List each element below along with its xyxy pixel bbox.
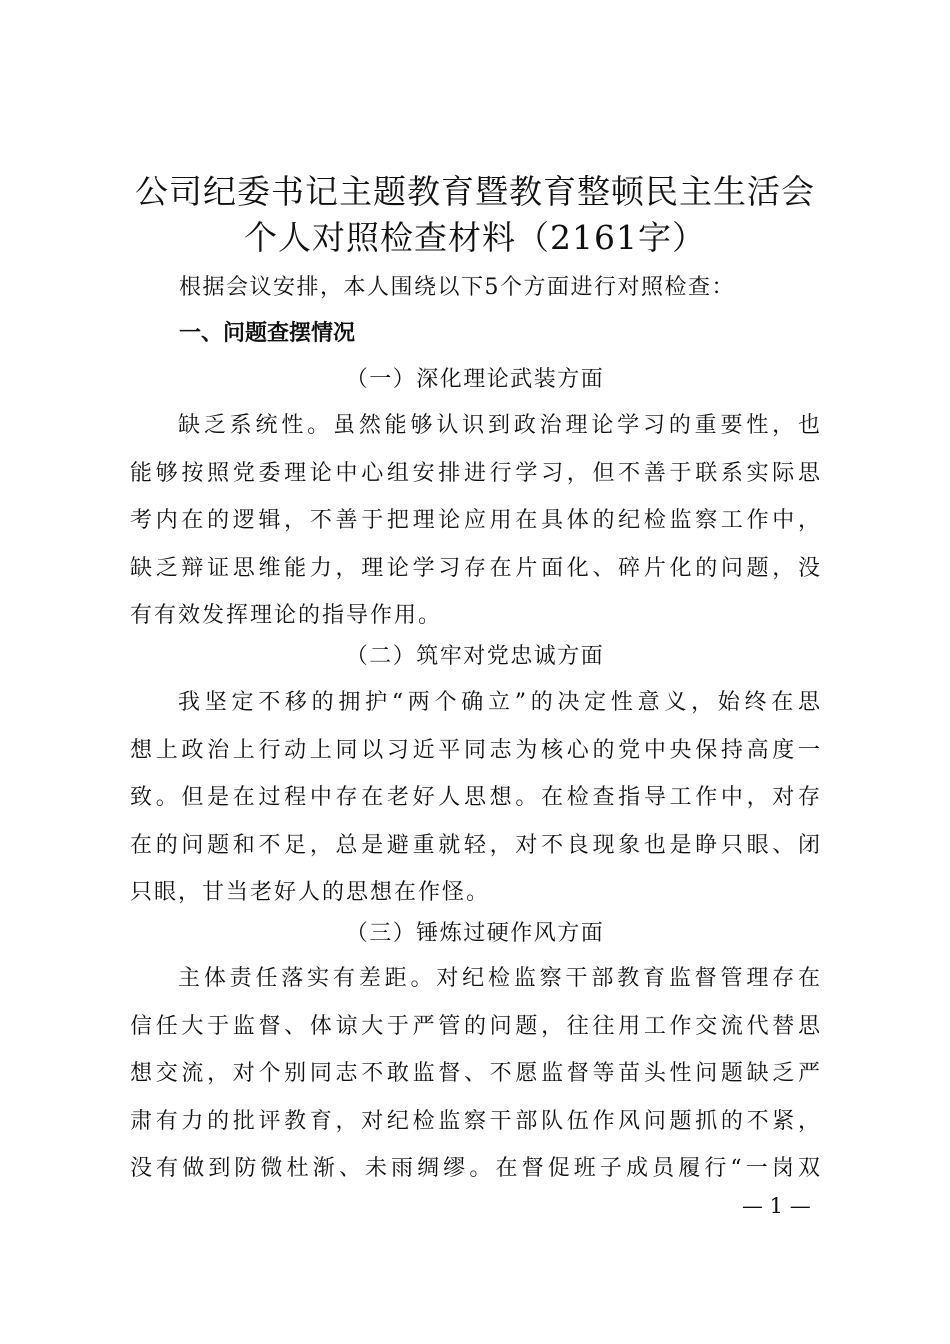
paragraph-line: 缺乏辩证思维能力，理论学习存在片面化、碎片化的问题，没 bbox=[130, 555, 820, 581]
page-number: — 1 — bbox=[742, 1194, 811, 1218]
paragraph-style bbox=[130, 963, 820, 1201]
paragraph-line: 肃有力的批评教育，对纪检监察干部队伍作风问题抓的不紧， bbox=[130, 1108, 820, 1134]
paragraph-line: 想交流，对个别同志不敢监督、不愿监督等苗头性问题缺乏严 bbox=[130, 1061, 820, 1086]
paragraph-line: 主体责任落实有差距。对纪检监察干部教育监督管理存在 bbox=[178, 966, 820, 991]
paragraph-line: 在的问题和不足，总是避重就轻，对不良现象也是睁只眼、闭 bbox=[130, 832, 820, 858]
section-heading-problems: 一、问题查摆情况 bbox=[179, 321, 356, 346]
subsection-heading-loyalty: （二）筑牢对党忠诚方面 bbox=[345, 644, 605, 669]
paragraph-line: 致。但是在过程中存在老好人思想。在检查指导工作中，对存 bbox=[130, 785, 820, 810]
intro-paragraph: 根据会议安排，本人围绕以下5个方面进行对照检查： bbox=[179, 275, 735, 300]
document-title-line-1: 公司纪委书记主题教育暨教育整顿民主生活会 bbox=[135, 172, 815, 211]
paragraph-theory bbox=[130, 410, 820, 648]
paragraph-line: 没有做到防微杜渐、未雨绸缪。在督促班子成员履行“一岗双 bbox=[130, 1156, 820, 1181]
paragraph-line: 考内在的逻辑，不善于把理论应用在具体的纪检监察工作中， bbox=[130, 508, 820, 533]
paragraph-line: 想上政治上行动上同以习近平同志为核心的党中央保持高度一 bbox=[130, 737, 820, 763]
paragraph-line: 只眼，甘当老好人的思想在作怪。 bbox=[130, 880, 491, 905]
subsection-heading-style: （三）锤炼过硬作风方面 bbox=[345, 921, 605, 946]
paragraph-line: 信任大于监督、体谅大于严管的问题，往往用工作交流代替思 bbox=[130, 1013, 820, 1039]
document-title-line-2: 个人对照检查材料（2161字） bbox=[244, 218, 706, 257]
paragraph-line: 有有效发挥理论的指导作用。 bbox=[130, 603, 443, 628]
paragraph-line: 能够按照党委理论中心组安排进行学习，但不善于联系实际思 bbox=[130, 460, 820, 486]
paragraph-loyalty bbox=[130, 687, 820, 925]
subsection-heading-theory: （一）深化理论武装方面 bbox=[345, 367, 605, 392]
paragraph-line: 我坚定不移的拥护“两个确立”的决定性意义，始终在思 bbox=[178, 690, 820, 715]
paragraph-line: 缺乏系统性。虽然能够认识到政治理论学习的重要性，也 bbox=[178, 413, 820, 438]
